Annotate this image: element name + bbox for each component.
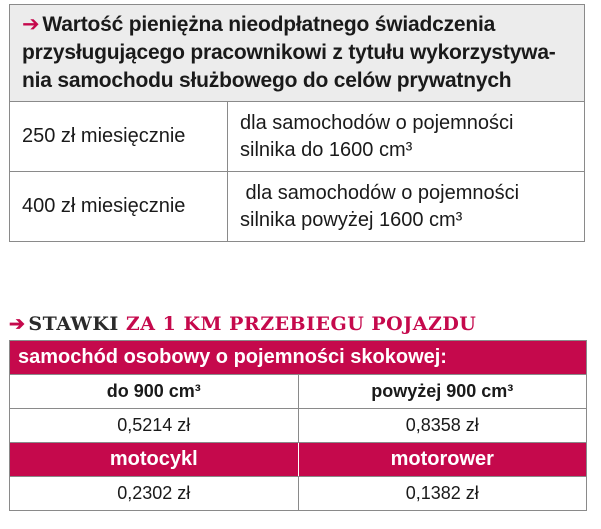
table-row [10,476,586,510]
table-row [9,102,585,172]
moped-label: motorower [298,443,587,476]
rates-title: ➔ STAWKI ZA 1 KM PRZEBIEGU POJAZDU [9,313,477,335]
vehicle-type-band [10,442,586,476]
arrow-icon: ➔ [22,13,40,36]
table-row [9,172,585,242]
description-cell: dla samochodów o pojemności silnika do 1600 cm³ [240,111,514,161]
amount-cell: 250 zł miesięcznie [10,102,228,171]
amount-cell: 400 zł miesięcznie [10,172,228,241]
header-line-2: przysługującego pracownikowi z tytułu wykorzystywa- [22,41,556,64]
column-header: powyżej 900 cm³ [298,375,587,408]
rate-cell: 0,2302 zł [117,483,191,503]
header-line-3: nia samochodu służbowego do celów prywatnych [22,69,512,92]
rate-cell: 0,8358 zł [298,409,587,442]
mileage-rates-table [9,340,587,511]
header-line-1: ➔ Wartość pieniężna nieodpłatnego świadczenia [22,13,496,36]
benefit-value-table [9,4,585,242]
motorcycle-label: motocykl [10,443,298,476]
table-row [10,374,586,408]
car-category-band: samochód osobowy o pojemności skokowej: [10,341,586,374]
rate-cell: 0,5214 zł [117,415,191,435]
arrow-icon: ➔ [9,314,26,335]
table-row [10,408,586,442]
description-cell: dla samochodów o pojemności silnika powyżej 1600 cm³ [240,181,520,231]
benefit-table-header [9,4,585,102]
column-header: do 900 cm³ [106,381,201,401]
rate-cell: 0,1382 zł [298,477,587,510]
